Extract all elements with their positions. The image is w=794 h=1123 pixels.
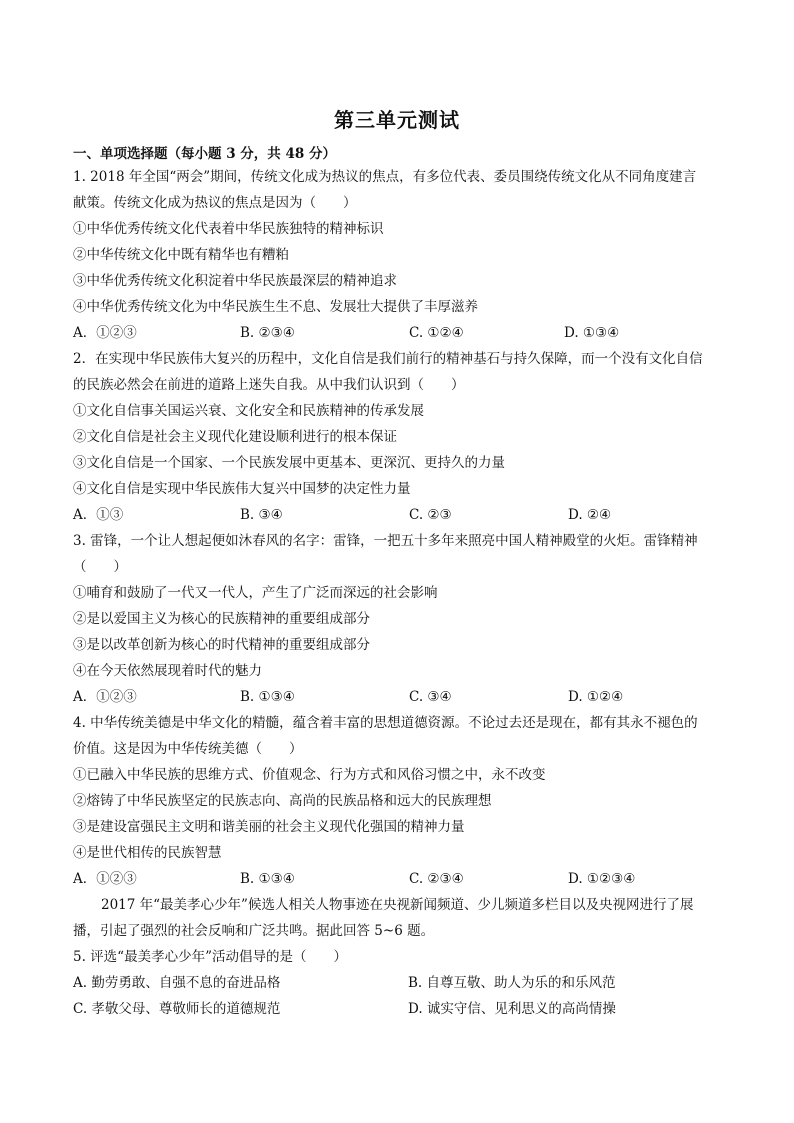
q3-item-4: ④在今天依然展现着时代的魅力 — [73, 663, 262, 679]
q2-item-3: ③文化自信是一个国家、一个民族发展中更基本、更深沉、更持久的力量 — [73, 455, 505, 471]
q3-option-a: A．①②③ — [73, 689, 137, 705]
q3-item-2: ②是以爱国主义为核心的民族精神的重要组成部分 — [73, 611, 370, 627]
q2-item-1: ①文化自信事关国运兴衰、文化安全和民族精神的传承发展 — [73, 403, 424, 419]
q1-item-4: ④中华优秀传统文化为中华民族生生不息、发展壮大提供了丰厚滋养 — [73, 299, 478, 315]
q3-item-1: ①哺育和鼓励了一代又一代人，产生了广泛而深远的社会影响 — [73, 585, 438, 601]
q2-item-4: ④文化自信是实现中华民族伟大复兴中国梦的决定性力量 — [73, 481, 411, 497]
q4-option-c: C. ②③④ — [409, 871, 464, 887]
q4-item-1: ①已融入中华民族的思维方式、价值观念、行为方式和风俗习惯之中，永不改变 — [73, 767, 546, 783]
q3-option-c: C. ③④ — [409, 689, 452, 705]
q2-option-d: D. ②④ — [568, 507, 612, 523]
q4-item-3: ③是建设富强民主文明和谐美丽的社会主义现代化强国的精神力量 — [73, 819, 465, 835]
q5-option-b: B. 自尊互敬、助人为乐的和乐风范 — [408, 975, 616, 991]
q1-item-1: ①中华优秀传统文化代表着中华民族独特的精神标识 — [73, 221, 384, 237]
q5-option-d: D. 诚实守信、见利思义的高尚情操 — [408, 1001, 616, 1017]
q1-item-2: ②中华传统文化中既有精华也有糟粕 — [73, 247, 289, 263]
q4-stem-line-2: 价值。这是因为中华传统美德（ ） — [73, 741, 303, 757]
q1-option-b: B. ②③④ — [240, 325, 295, 341]
q4-item-4: ④是世代相传的民族智慧 — [73, 845, 222, 861]
q1-option-d: D. ①③④ — [564, 325, 620, 341]
q4-stem-line-1: 4. 中华传统美德是中华文化的精髓，蕴含着丰富的思想道德资源。不论过去还是现在，都有其永不褪色的 — [73, 715, 698, 731]
q4-option-b: B. ①③④ — [240, 871, 295, 887]
q5-stem: 5. 评选“最美孝心少年”活动倡导的是（ ） — [73, 949, 347, 965]
q2-item-2: ②文化自信是社会主义现代化建设顺利进行的根本保证 — [73, 429, 397, 445]
q3-stem-line-1: 3. 雷锋，一个让人想起便如沐春风的名字：雷锋，一把五十多年来照亮中国人精神殿堂的火炬。雷锋精神 — [73, 533, 698, 549]
q5-option-a: A. 勤劳勇敢、自强不息的奋进品格 — [73, 975, 281, 991]
material-line-2: 播，引起了强烈的社会反响和广泛共鸣。据此回答 5~6 题。 — [73, 923, 435, 939]
q4-option-a: A．①②③ — [73, 871, 137, 887]
q1-item-3: ③中华优秀传统文化积淀着中华民族最深层的精神追求 — [73, 273, 397, 289]
q2-stem-line-2: 的民族必然会在前进的道路上迷失自我。从中我们认识到（ ） — [73, 377, 465, 393]
page-title: 第三单元测试 — [334, 108, 460, 132]
q3-stem-line-2: （ ） — [73, 559, 127, 575]
q5-option-c: C. 孝敬父母、尊敬师长的道德规范 — [73, 1001, 281, 1017]
q3-item-3: ③是以改革创新为核心的时代精神的重要组成部分 — [73, 637, 370, 653]
q2-option-b: B. ③④ — [240, 507, 283, 523]
q4-option-d: D. ①②③④ — [568, 871, 636, 887]
q1-stem-line-2: 献策。传统文化成为热议的焦点是因为（ ） — [73, 195, 357, 211]
q2-option-a: A．①③ — [73, 507, 124, 523]
q2-option-c: C. ②③ — [409, 507, 452, 523]
q3-option-d: D. ①②④ — [568, 689, 624, 705]
q3-option-b: B. ①③④ — [240, 689, 295, 705]
q2-stem-line-1: 2．在实现中华民族伟大复兴的历程中，文化自信是我们前行的精神基石与持久保障，而一个没有文化自信 — [73, 351, 703, 367]
q1-stem-line-1: 1. 2018 年全国“两会”期间，传统文化成为热议的焦点，有多位代表、委员围绕传统文化从不同角度建言 — [73, 169, 697, 185]
material-line-1: 2017 年“最美孝心少年”候选人相关人物事迹在央视新闻频道、少儿频道多栏目以及央视网进行了展 — [101, 897, 694, 913]
section-heading: 一、单项选择题（每小题 3 分，共 48 分） — [73, 146, 336, 162]
q1-option-a: A．①②③ — [73, 325, 137, 341]
q1-option-c: C. ①②④ — [409, 325, 464, 341]
q4-item-2: ②熔铸了中华民族坚定的民族志向、高尚的民族品格和远大的民族理想 — [73, 793, 492, 809]
